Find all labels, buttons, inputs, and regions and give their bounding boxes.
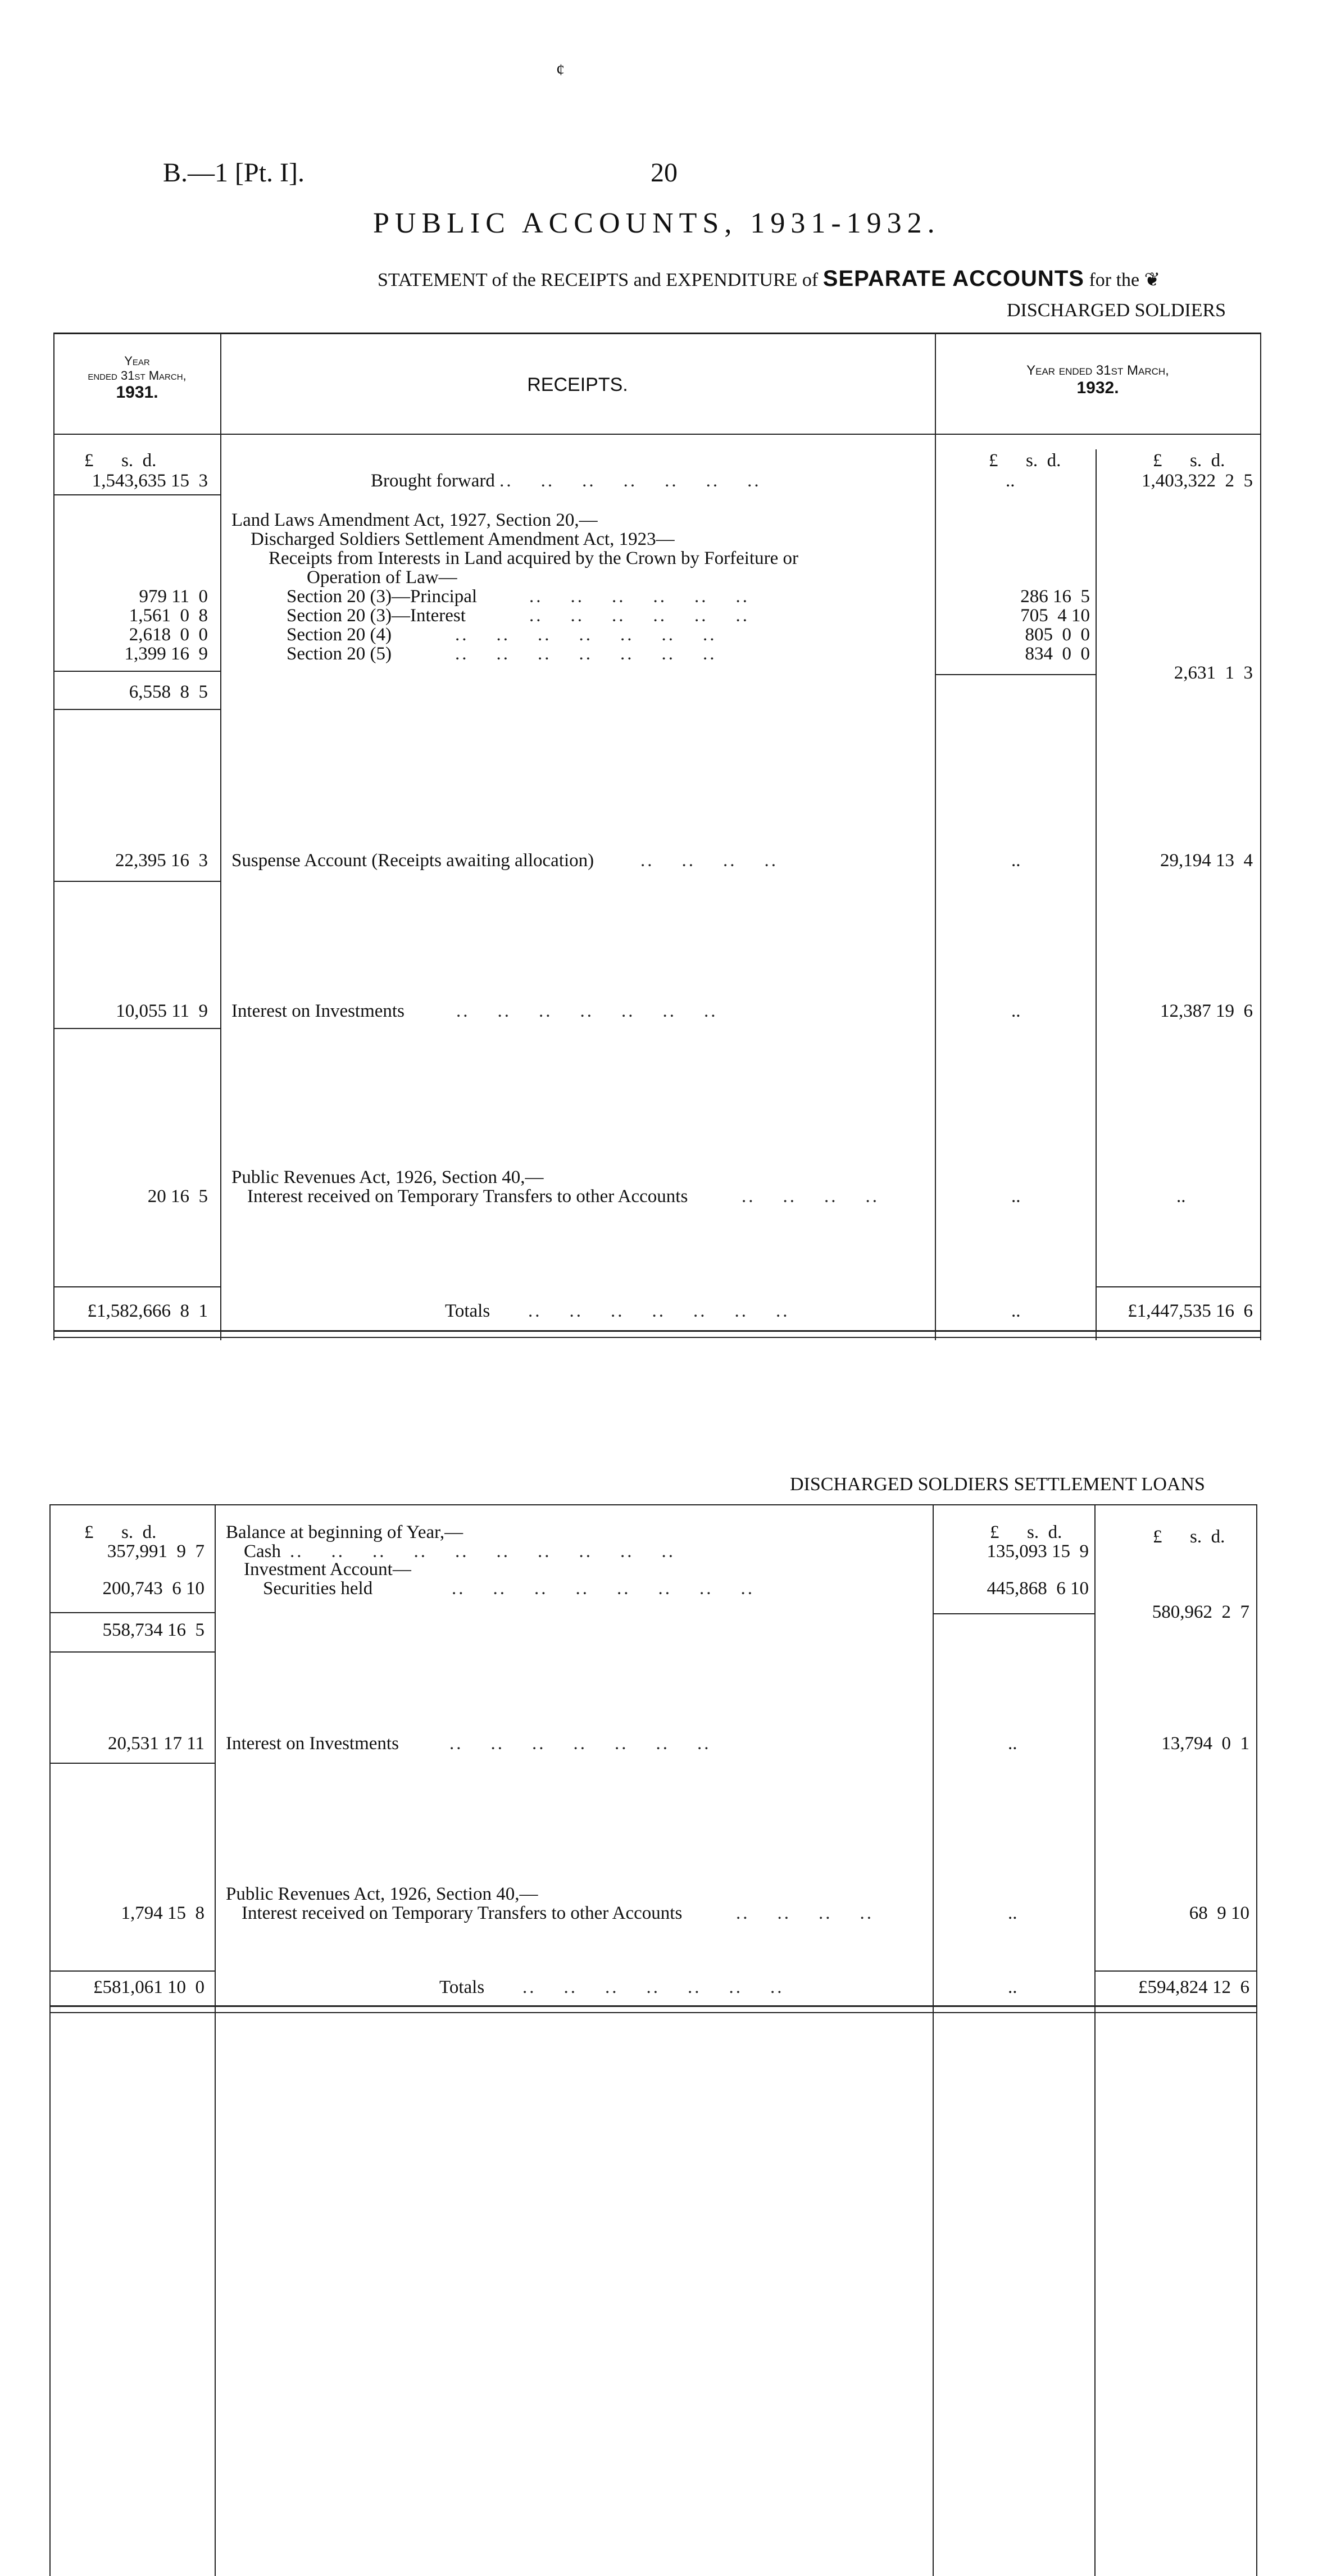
currency-head-1931: £ s. d. — [84, 1522, 157, 1542]
cash-1931: 357,991 9 7 — [107, 1541, 204, 1562]
interest-1931: 10,055 11 9 — [116, 1001, 208, 1021]
suspense-1932: 29,194 13 4 — [1160, 850, 1253, 871]
page-number: 20 — [651, 158, 678, 188]
loans-interest-label: Interest on Investments .. .. .. .. .. .. .. — [226, 1733, 711, 1754]
currency-head-1932b: £ s. d. — [1153, 450, 1225, 471]
loans-public-revenues-1931: 1,794 15 8 — [121, 1903, 204, 1923]
land-laws-subtotal-1932: 2,631 1 3 — [1174, 663, 1253, 683]
item-label: Section 20 (3)—Interest .. .. .. .. .. .. — [287, 606, 749, 626]
statement-prefix: STATEMENT of the RECEIPTS and EXPENDITURE of — [378, 270, 819, 290]
item-1932: 805 0 0 — [1025, 625, 1090, 645]
totals-1932: £1,447,535 16 6 — [1128, 1301, 1253, 1321]
col-1932-label — [935, 363, 1261, 398]
cash-label: Cash .. .. .. .. .. .. .. .. .. .. — [244, 1541, 675, 1562]
securities-1932: 445,868 6 10 — [987, 1578, 1089, 1599]
col-1932-line1: Year ended 31st March, — [1026, 363, 1169, 378]
currency-head-1931: £ s. d. — [84, 450, 157, 471]
brought-forward-1931: 1,543,635 15 3 — [92, 471, 208, 491]
col-1931-line2: ended 31st March, — [88, 368, 187, 383]
balance-subtotal-1932: 580,962 2 7 — [1152, 1602, 1249, 1622]
interest-label: Interest on Investments .. .. .. .. .. .. .. — [231, 1001, 718, 1021]
loans-public-revenues-1932: 68 9 10 — [1189, 1903, 1249, 1923]
leader-dots: .. .. .. .. .. .. .. — [499, 471, 761, 491]
statement-bold: SEPARATE ACCOUNTS — [822, 266, 1084, 291]
statement-line — [378, 266, 1160, 292]
loans-public-revenues-line2: Interest received on Temporary Transfers to other Accounts .. .. .. .. — [242, 1903, 874, 1923]
investment-account-label: Investment Account— — [244, 1559, 411, 1580]
brought-forward-1932: 1,403,322 2 5 — [1142, 471, 1253, 491]
item-1932: 834 0 0 — [1025, 644, 1090, 664]
subtitle: DISCHARGED SOLDIERS — [1007, 300, 1226, 321]
cash-1932: 135,093 15 9 — [987, 1541, 1089, 1562]
land-laws-subtotal-1931: 6,558 8 5 — [129, 682, 208, 702]
brought-forward-mid: .. — [1006, 471, 1015, 491]
totals-mid: .. — [1011, 1301, 1021, 1321]
public-revenues-line2: Interest received on Temporary Transfers to other Accounts .. .. .. .. — [247, 1186, 879, 1207]
brought-forward-text: Brought forward — [371, 471, 495, 491]
interest-mid: .. — [1011, 1001, 1021, 1021]
suspense-1931: 22,395 16 3 — [115, 850, 208, 871]
currency-head-1932a: £ s. d. — [989, 450, 1061, 471]
suspense-mid: .. — [1011, 850, 1021, 871]
col-1931-line1: Year — [124, 354, 150, 368]
currency-head-1932a: £ s. d. — [990, 1522, 1062, 1542]
land-laws-line2: Discharged Soldiers Settlement Amendment Act, 1923— — [251, 529, 675, 549]
land-laws-line4: Operation of Law— — [307, 567, 457, 588]
item-1931: 1,561 0 8 — [129, 606, 208, 626]
col-1931-year: 1931. — [116, 383, 158, 402]
item-1931: 979 11 0 — [139, 586, 208, 607]
document-reference: B.—1 [Pt. I]. — [163, 158, 304, 188]
page-mark: ¢ — [556, 61, 565, 79]
suspense-label: Suspense Account (Receipts awaiting allocation) .. .. .. .. — [231, 850, 778, 871]
loans-public-revenues-mid: .. — [1008, 1903, 1017, 1923]
loans-totals-label: Totals .. .. .. .. .. .. .. — [439, 1977, 784, 1997]
totals-1931: £1,582,666 8 1 — [87, 1301, 208, 1321]
totals-label: Totals .. .. .. .. .. .. .. — [445, 1301, 790, 1321]
page-title: PUBLIC ACCOUNTS, 1931-1932. — [373, 207, 940, 239]
item-1931: 1,399 16 9 — [124, 644, 208, 664]
securities-1931: 200,743 6 10 — [102, 1578, 204, 1599]
col-receipts-label: RECEIPTS. — [527, 374, 628, 395]
loans-title: DISCHARGED SOLDIERS SETTLEMENT LOANS — [790, 1474, 1205, 1495]
statement-suffix: for the — [1089, 270, 1140, 290]
col-1931-label — [54, 354, 220, 402]
land-laws-line1: Land Laws Amendment Act, 1927, Section 20,— — [231, 510, 598, 530]
interest-1932: 12,387 19 6 — [1160, 1001, 1253, 1021]
loans-totals-1932: £594,824 12 6 — [1138, 1977, 1249, 1997]
securities-label: Securities held .. .. .. .. .. .. .. .. — [263, 1578, 755, 1599]
loans-totals-mid: .. — [1008, 1977, 1017, 1997]
public-revenues-1932: .. — [1176, 1186, 1186, 1207]
item-label: Section 20 (5) .. .. .. .. .. .. .. — [287, 644, 717, 664]
loans-interest-1931: 20,531 17 11 — [107, 1733, 204, 1754]
col-1932-year: 1932. — [1076, 379, 1119, 397]
loans-totals-1931: £581,061 10 0 — [93, 1977, 204, 1997]
balance-subtotal-1931: 558,734 16 5 — [102, 1620, 204, 1640]
item-1932: 705 4 10 — [1020, 606, 1090, 626]
loans-interest-mid: .. — [1008, 1733, 1017, 1754]
fleuron-icon: ❦ — [1144, 270, 1161, 290]
item-label: Section 20 (3)—Principal .. .. .. .. .. .. — [287, 586, 749, 607]
public-revenues-1931: 20 16 5 — [147, 1186, 208, 1207]
item-1932: 286 16 5 — [1020, 586, 1090, 607]
public-revenues-line1: Public Revenues Act, 1926, Section 40,— — [231, 1167, 544, 1187]
balance-line1: Balance at beginning of Year,— — [226, 1522, 463, 1542]
land-laws-line3: Receipts from Interests in Land acquired by the Crown by Forfeiture or — [269, 548, 798, 568]
item-label: Section 20 (4) .. .. .. .. .. .. .. — [287, 625, 717, 645]
loans-interest-1932: 13,794 0 1 — [1161, 1733, 1249, 1754]
public-revenues-mid: .. — [1011, 1186, 1021, 1207]
loans-public-revenues-line1: Public Revenues Act, 1926, Section 40,— — [226, 1884, 538, 1904]
currency-head-1932b: £ s. d. — [1153, 1527, 1225, 1547]
brought-forward-label — [371, 471, 761, 491]
item-1931: 2,618 0 0 — [129, 625, 208, 645]
